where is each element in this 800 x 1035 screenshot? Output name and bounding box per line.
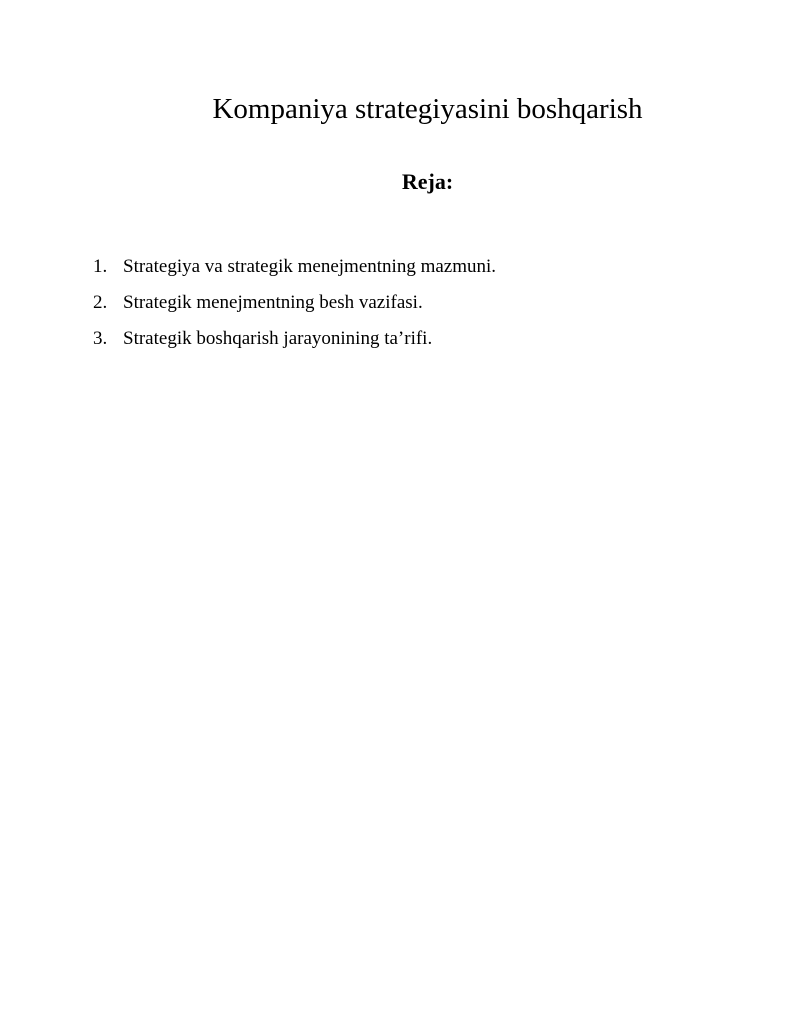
list-item-text: Strategik menejmentning besh vazifasi.: [123, 292, 423, 313]
plan-list: [93, 253, 496, 361]
list-item: [93, 253, 496, 289]
document-title: Kompaniya strategiyasini boshqarish: [212, 93, 643, 125]
list-item: [93, 325, 496, 361]
list-item-number: 1.: [93, 256, 108, 277]
list-item-text: Strategik boshqarish jarayonining ta’rifi.: [123, 328, 433, 349]
list-item: [93, 289, 496, 325]
list-item-number: 2.: [93, 292, 108, 313]
plan-heading: Reja:: [401, 169, 454, 194]
list-item-number: 3.: [93, 328, 108, 349]
list-item-text: Strategiya va strategik menejmentning mazmuni.: [123, 256, 497, 277]
